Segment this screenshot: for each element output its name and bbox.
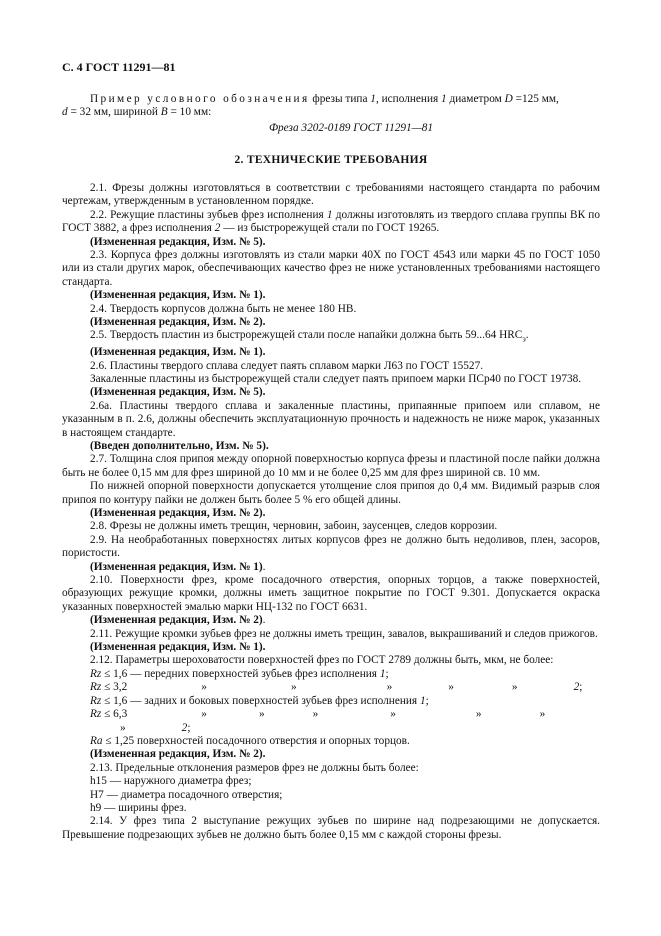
amendment-note: (Измененная редакция, Изм. № 5). bbox=[90, 386, 266, 399]
ditto-mark: » bbox=[390, 708, 396, 721]
amendment-text: (Измененная редакция, Изм. № 1) bbox=[90, 560, 263, 573]
clause-2-8: 2.8. Фрезы не должны иметь трещин, черновин, забоин, заусенцев, следов коррозии. bbox=[90, 520, 498, 533]
roughness-row-3 bbox=[62, 695, 600, 708]
roughness-text: ≤ 3,2 bbox=[101, 681, 128, 694]
roughness-text: ≤ 1,25 поверхностей посадочного отверстия и опорных торцов. bbox=[102, 734, 410, 747]
clause-2-5 bbox=[62, 329, 600, 346]
clause-2-12: 2.12. Параметры шероховатости поверхностей фрез по ГОСТ 2789 должны быть, мкм, не более: bbox=[90, 654, 554, 667]
period: . bbox=[262, 560, 266, 573]
version-2: 2 bbox=[573, 681, 580, 694]
page-header: С. 4 ГОСТ 11291—81 bbox=[62, 60, 176, 74]
clause-2-3: 2.3. Корпуса фрез должны изготовлять из стали марки 40Х по ГОСТ 4543 или марки 45 по ГОСТ 1050 или из стали других марок, обеспечивающих качество фрез не ниже установленных требованиями настоящего стандарта. bbox=[62, 249, 600, 288]
period: . bbox=[262, 614, 266, 627]
symbol-D: D bbox=[504, 93, 513, 105]
clause-2-10: 2.10. Поверхности фрез, кроме посадочного отверстия, опорных торцов, а также поверхностей, образующих режущие кромки, должны иметь защитное покрытие по ГОСТ 9.301. Допускается окраска указанных поверхностей эмалью марки НЦ-132 по ГОСТ 6631. bbox=[62, 574, 600, 613]
amendment-note: (Измененная редакция, Изм. № 2). bbox=[90, 507, 266, 519]
amendment-note bbox=[62, 614, 600, 627]
symbol-d: d bbox=[62, 106, 68, 119]
example-type: 1 bbox=[370, 93, 376, 105]
example-text-3: диаметром bbox=[446, 93, 505, 105]
ditto-mark: » bbox=[448, 681, 454, 694]
tolerance-H7: H7 — диаметра посадочного отверстия; bbox=[90, 788, 283, 801]
ditto-mark: » bbox=[120, 721, 126, 734]
tolerance-h15: h15 — наружного диаметра фрез; bbox=[90, 775, 252, 788]
version-1: 1 bbox=[419, 694, 426, 707]
ditto-mark: » bbox=[290, 681, 297, 694]
rz-symbol: Rz bbox=[90, 681, 102, 694]
clause-2-7-extra: По нижней опорной поверхности допускается утолщение слоя припоя до 0,4 мм. Видимый разрыв слоя припоя по контуру пайки не должен быть более 5 % его общей длины. bbox=[62, 480, 600, 506]
clause-2-6a: 2.6а. Пластины твердого сплава и закаленные пластины, припаянные припоем или сплавом, не указанным в п. 2.6, должны обеспечить эксплуатационную прочность и надежность не ниже марок, указанных в настоящем стандарте. bbox=[62, 399, 600, 439]
example-version: 1 bbox=[441, 93, 447, 105]
amendment-note bbox=[62, 561, 600, 574]
ditto-mark: » bbox=[201, 681, 207, 694]
clause-text: 2.5. Твердость пластин из быстрорежущей стали после напайки должна быть 59...64 HRC bbox=[90, 329, 523, 342]
rz-symbol: Rz bbox=[90, 694, 102, 707]
ditto-mark: » bbox=[312, 708, 319, 721]
roughness-row-2 bbox=[62, 681, 600, 694]
clause-2-13: 2.13. Предельные отклонения размеров фрез не должны быть более: bbox=[90, 761, 419, 774]
roughness-text: ≤ 1,6 — задних и боковых поверхностей зубьев фрез исполнения bbox=[101, 694, 420, 707]
roughness-text: ≤ 6,3 bbox=[101, 708, 128, 721]
ditto-mark: » bbox=[475, 708, 482, 721]
semicolon: ; bbox=[187, 721, 191, 734]
ditto-mark: » bbox=[201, 708, 207, 721]
clause-2-7: 2.7. Толщина слоя припоя между опорной поверхностью корпуса фрезы и пластиной после пайки должна быть не более 0,15 мм для фрез шириной до 10 мм и не более 0,25 мм для фрез шириной св. 10 мм. bbox=[62, 453, 600, 479]
subscript: э bbox=[522, 334, 526, 344]
amendment-note: (Измененная редакция, Изм. № 1). bbox=[90, 641, 266, 654]
example-lead: Пример условного обозначения bbox=[90, 93, 310, 105]
semicolon: ; bbox=[425, 694, 429, 707]
version-1: 1 bbox=[326, 208, 333, 221]
amendment-note: (Измененная редакция, Изм. № 5). bbox=[90, 235, 266, 248]
section-heading: 2. ТЕХНИЧЕСКИЕ ТРЕБОВАНИЯ bbox=[234, 154, 428, 166]
clause-2-11: 2.11. Режущие кромки зубьев фрез не должны иметь трещин, завалов, выкрашиваний и следов прижогов. bbox=[90, 627, 598, 640]
rz-symbol: Rz bbox=[90, 708, 102, 721]
clause-text: 2.2. Режущие пластины зубьев фрез исполнения bbox=[90, 208, 327, 221]
example-line bbox=[62, 93, 600, 120]
clause-text: . bbox=[525, 329, 529, 342]
ditto-mark: » bbox=[539, 708, 546, 721]
version-2: 2 bbox=[214, 222, 221, 235]
symbol-B: B bbox=[160, 106, 168, 119]
clause-2-4: 2.4. Твердость корпусов должна быть не менее 180 НВ. bbox=[90, 302, 357, 315]
ditto-mark: » bbox=[258, 708, 265, 721]
roughness-row-5 bbox=[62, 735, 600, 748]
tolerance-h9: h9 — ширины фрез. bbox=[90, 801, 187, 814]
example-text-4: =125 мм, bbox=[512, 93, 559, 105]
requirements-body bbox=[62, 182, 600, 842]
example-text-5: = 32 мм, шириной bbox=[67, 106, 161, 119]
amendment-note: (Измененная редакция, Изм. № 2). bbox=[90, 748, 266, 761]
section-title bbox=[62, 154, 600, 167]
clause-2-2 bbox=[62, 209, 600, 236]
roughness-text: ≤ 1,6 — передних поверхностей зубьев фрез исполнения bbox=[101, 667, 380, 680]
amendment-note: (Измененная редакция, Изм. № 1). bbox=[90, 289, 266, 302]
clause-2-9: 2.9. На необработанных поверхностях литых корпусов фрез не должно быть недоливов, плен, засоров, пористости. bbox=[62, 533, 600, 560]
amendment-note: (Введен дополнительно, Изм. № 5). bbox=[90, 439, 269, 452]
designation-example bbox=[62, 93, 600, 135]
amendment-text: (Измененная редакция, Изм. № 2) bbox=[90, 614, 263, 627]
amendment-note: (Измененная редакция, Изм. № 1). bbox=[90, 346, 266, 359]
clause-text: должны изготовлять из твердого сплава группы ВК по ГОСТ 3882, а фрез исполнения bbox=[62, 208, 600, 235]
clause-2-1: 2.1. Фрезы должны изготовляться в соответствии с требованиями настоящего стандарта по рабочим чертежам, утвержденным в установленном порядке. bbox=[62, 182, 600, 208]
example-text-6: = 10 мм: bbox=[167, 106, 212, 119]
amendment-note: (Измененная редакция, Изм. № 2). bbox=[90, 316, 266, 329]
ditto-mark: » bbox=[511, 681, 518, 694]
clause-2-6-extra: Закаленные пластины из быстрорежущей стали следует паять припоем марки ПСр40 по ГОСТ 19738. bbox=[90, 372, 582, 385]
rz-symbol: Rz bbox=[90, 667, 102, 680]
version-1: 1 bbox=[379, 667, 386, 680]
roughness-row-4 bbox=[62, 708, 600, 735]
example-text: фрезы типа bbox=[309, 93, 371, 105]
ra-symbol: Ra bbox=[90, 734, 103, 747]
roughness-row-1 bbox=[62, 668, 600, 681]
version-2: 2 bbox=[181, 721, 188, 734]
designation-text: Фреза 3202-0189 ГОСТ 11291—81 bbox=[268, 121, 434, 134]
example-text-2: , исполнения bbox=[375, 93, 442, 105]
clause-text: — из быстрорежущей стали по ГОСТ 19265. bbox=[220, 222, 440, 235]
clause-2-6: 2.6. Пластины твердого сплава следует паять сплавом марки Л63 по ГОСТ 15527. bbox=[90, 359, 484, 372]
ditto-mark: » bbox=[386, 681, 393, 694]
clause-2-14: 2.14. У фрез типа 2 выступание режущих зубьев по ширине над подрезающими не допускается. Превышение подрезающих зубьев не должно быть более 0,15 мм с каждой стороны фрезы. bbox=[62, 815, 600, 841]
semicolon: ; bbox=[385, 667, 389, 680]
semicolon: ; bbox=[579, 681, 583, 694]
example-designation bbox=[62, 122, 600, 135]
